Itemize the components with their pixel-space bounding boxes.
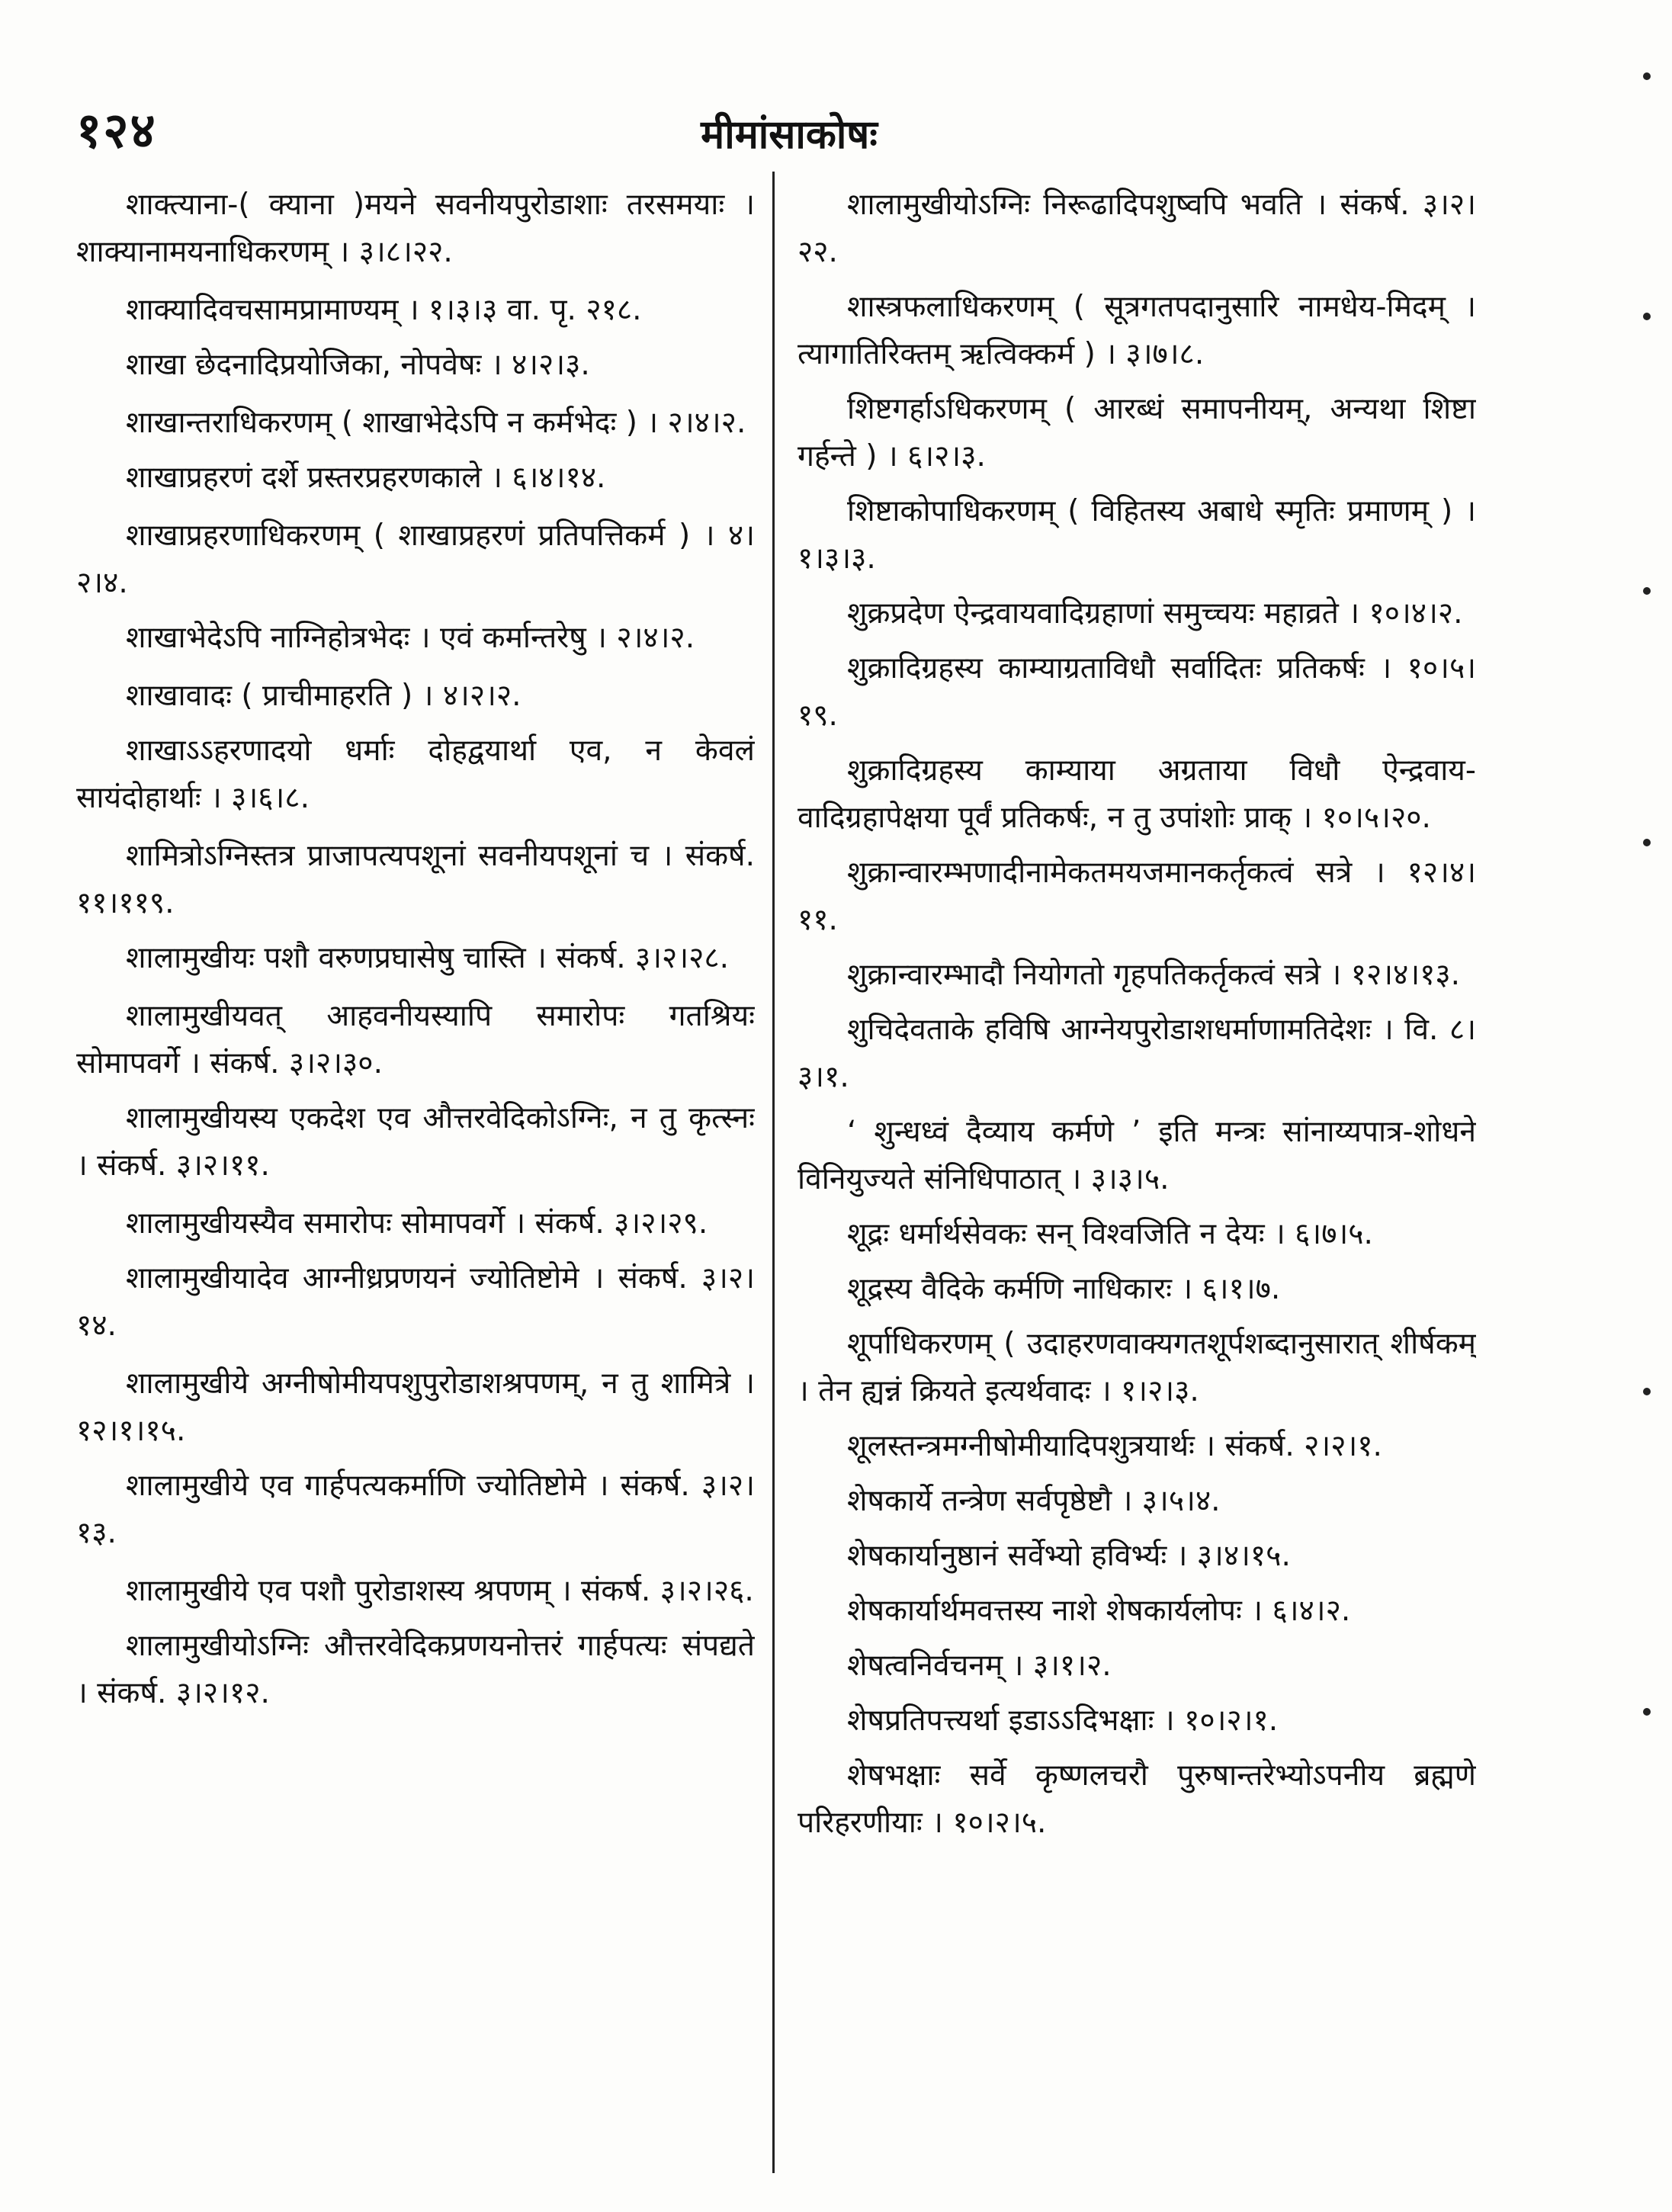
dictionary-entry: शाखाभेदेऽपि नाग्निहोत्रभेदः । एवं कर्मान्तरेषु । २।४।२.: [126, 621, 695, 655]
dictionary-entry: शुक्रप्रदेण ऐन्द्रवायवादिग्रहाणां समुच्चयः महाव्रते । १०।४।२.: [847, 596, 1463, 631]
dictionary-entry: शाखाऽऽहरणादयो धर्माः दोहद्वयार्था एव, न केवलं सायंदोहार्थाः । ३।६।८.: [76, 734, 755, 815]
dictionary-entry: शाखावादः ( प्राचीमाहरति ) । ४।२।२.: [126, 679, 521, 713]
dictionary-entry: शूलस्तन्त्रमग्नीषोमीयादिपशुत्रयार्थः । संकर्ष. २।२।१.: [847, 1429, 1382, 1463]
dictionary-entry: शाखाप्रहरणं दर्शे प्रस्तरप्रहरणकाले । ६।४।१४.: [126, 461, 606, 495]
dictionary-entry: शास्त्रफलाधिकरणम् ( सूत्रगतपदानुसारि नामधेय-मिदम् । त्यागातिरिक्तम् ऋत्विक्कर्म ) । ३।७।८.: [797, 290, 1476, 371]
dictionary-entry: शालामुखीये एव पशौ पुरोडाशस्य श्रपणम् । संकर्ष. ३।२।२६.: [126, 1574, 754, 1608]
dictionary-entry: शामित्रोऽग्निस्तत्र प्राजापत्यपशूनां सवनीयपशूनां च । संकर्ष. ११।११९.: [76, 839, 755, 920]
margin-mark: [1643, 72, 1651, 80]
dictionary-entry: शाक्यादिवचसामप्रामाण्यम् । १।३।३ वा. पृ. २१८.: [126, 293, 642, 327]
margin-mark: [1643, 1708, 1651, 1716]
dictionary-entry: शूद्रः धर्मार्थसेवकः सन् विश्वजिति न देयः । ६।७।५.: [847, 1217, 1373, 1251]
dictionary-entry: शाखान्तराधिकरणम् ( शाखाभेदेऽपि न कर्मभेदः ) । २।४।२.: [126, 406, 746, 440]
dictionary-entry: शेषत्वनिर्वचनम् । ३।१।२.: [847, 1649, 1112, 1683]
running-title: मीमांसाकोषः: [701, 112, 878, 158]
margin-mark: [1643, 1388, 1651, 1395]
dictionary-entry: शालामुखीयस्य एकदेश एव औत्तरवेदिकोऽग्निः, न तु कृत्स्नः । संकर्ष. ३।२।११.: [76, 1101, 755, 1183]
dictionary-entry: शूर्पाधिकरणम् ( उदाहरणवाक्यगतशूर्पशब्दानुसारात् शीर्षकम् । तेन ह्यन्नं क्रियते इत्यर्थवादः । १।२।३.: [797, 1327, 1476, 1408]
dictionary-entry: शेषभक्षाः सर्वे कृष्णलचरौ पुरुषान्तरेभ्योऽपनीय ब्रह्मणे परिहरणीयाः । १०।२।५.: [797, 1758, 1476, 1840]
dictionary-entry: शालामुखीयादेव आग्नीध्रप्रणयनं ज्योतिष्टोमे । संकर्ष. ३।२।१४.: [76, 1261, 755, 1343]
left-column: [76, 181, 755, 2179]
dictionary-entry: शेषप्रतिपत्त्यर्था इडाऽऽदिभक्षाः । १०।२।१.: [847, 1703, 1279, 1738]
dictionary-entry: शुक्रान्वारम्भणादीनामेकतमयजमानकर्तृकत्वं सत्रे । १२।४।११.: [797, 856, 1476, 937]
dictionary-entry: शुक्रादिग्रहस्य काम्याग्रताविधौ सर्वादितः प्रतिकर्षः । १०।५।१९.: [797, 651, 1476, 733]
page-number: १२४: [76, 103, 157, 159]
dictionary-entry: शिष्टाकोपाधिकरणम् ( विहितस्य अबाधे स्मृतिः प्रमाणम् ) । १।३।३.: [797, 494, 1476, 576]
dictionary-entry: शुक्रान्वारम्भादौ नियोगतो गृहपतिकर्तृकत्वं सत्रे । १२।४।१३.: [847, 958, 1461, 992]
dictionary-entry: शाखा छेदनादिप्रयोजिका, नोपवेषः । ४।२।३.: [126, 348, 590, 382]
dictionary-entry: शुचिदेवताके हविषि आग्नेयपुरोडाशधर्माणामतिदेशः । वि. ८।३।१.: [797, 1013, 1476, 1094]
dictionary-entry: शालामुखीयोऽग्निः निरूढादिपशुष्वपि भवति । संकर्ष. ३।२।२२.: [797, 188, 1476, 269]
page-header: [76, 95, 1502, 164]
dictionary-entry: शालामुखीयः पशौ वरुणप्रघासेषु चास्ति । संकर्ष. ३।२।२८.: [126, 941, 730, 975]
dictionary-entry: शालामुखीयोऽग्निः औत्तरवेदिकप्रणयनोत्तरं गार्हपत्यः संपद्यते । संकर्ष. ३।२।१२.: [76, 1629, 755, 1710]
right-column: [797, 181, 1476, 2179]
margin-mark: [1643, 313, 1651, 320]
dictionary-entry: शालामुखीयस्यैव समारोपः सोमापवर्गे । संकर्ष. ३।२।२९.: [126, 1206, 708, 1241]
dictionary-entry: शाक्त्याना-( क्याना )मयने सवनीयपुरोडाशाः तरसमयाः । शाक्यानामयनाधिकरणम् । ३।८।२२.: [76, 188, 755, 269]
dictionary-entry: शिष्टगर्हाऽधिकरणम् ( आरब्धं समापनीयम्, अन्यथा शिष्टा गर्हन्ते ) । ६।२।३.: [797, 392, 1476, 474]
margin-mark: [1643, 587, 1651, 595]
dictionary-entry: शालामुखीये एव गार्हपत्यकर्माणि ज्योतिष्टोमे । संकर्ष. ३।२।१३.: [76, 1469, 755, 1550]
dictionary-entry: शेषकार्यानुष्ठानं सर्वेभ्यो हविर्भ्यः । ३।४।१५.: [847, 1539, 1291, 1573]
column-divider: [772, 172, 775, 2173]
dictionary-entry: ‘ शुन्धध्वं दैव्याय कर्मणे ’ इति मन्त्रः सांनाय्यपात्र-शोधने विनियुज्यते संनिधिपाठात् । ३।३।५.: [797, 1115, 1476, 1196]
dictionary-entry: शूद्रस्य वैदिके कर्मणि नाधिकारः । ६।१।७.: [847, 1272, 1281, 1306]
dictionary-entry: शुक्रादिग्रहस्य काम्याया अग्रताया विधौ ऐन्द्रवाय-वादिग्रहापेक्षया पूर्वं प्रतिकर्षः, न तु उपांशोः प्राक् । १०।५।२०.: [797, 753, 1476, 835]
dictionary-entry: शेषकार्ये तन्त्रेण सर्वपृष्ठेष्टौ । ३।५।४.: [847, 1484, 1221, 1518]
dictionary-entry: शालामुखीयवत् आहवनीयस्यापि समारोपः गतश्रियः सोमापवर्गे । संकर्ष. ३।२।३०.: [76, 999, 755, 1080]
dictionary-entry: शाखाप्रहरणाधिकरणम् ( शाखाप्रहरणं प्रतिपत्तिकर्म ) । ४।२।४.: [76, 518, 755, 600]
dictionary-entry: शेषकार्यार्थमवत्तस्य नाशे शेषकार्यलोपः । ६।४।२.: [847, 1594, 1351, 1628]
margin-mark: [1643, 839, 1651, 846]
dictionary-entry: शालामुखीये अग्नीषोमीयपशुपुरोडाशश्रपणम्, न तु शामित्रे । १२।१।१५.: [76, 1366, 755, 1448]
